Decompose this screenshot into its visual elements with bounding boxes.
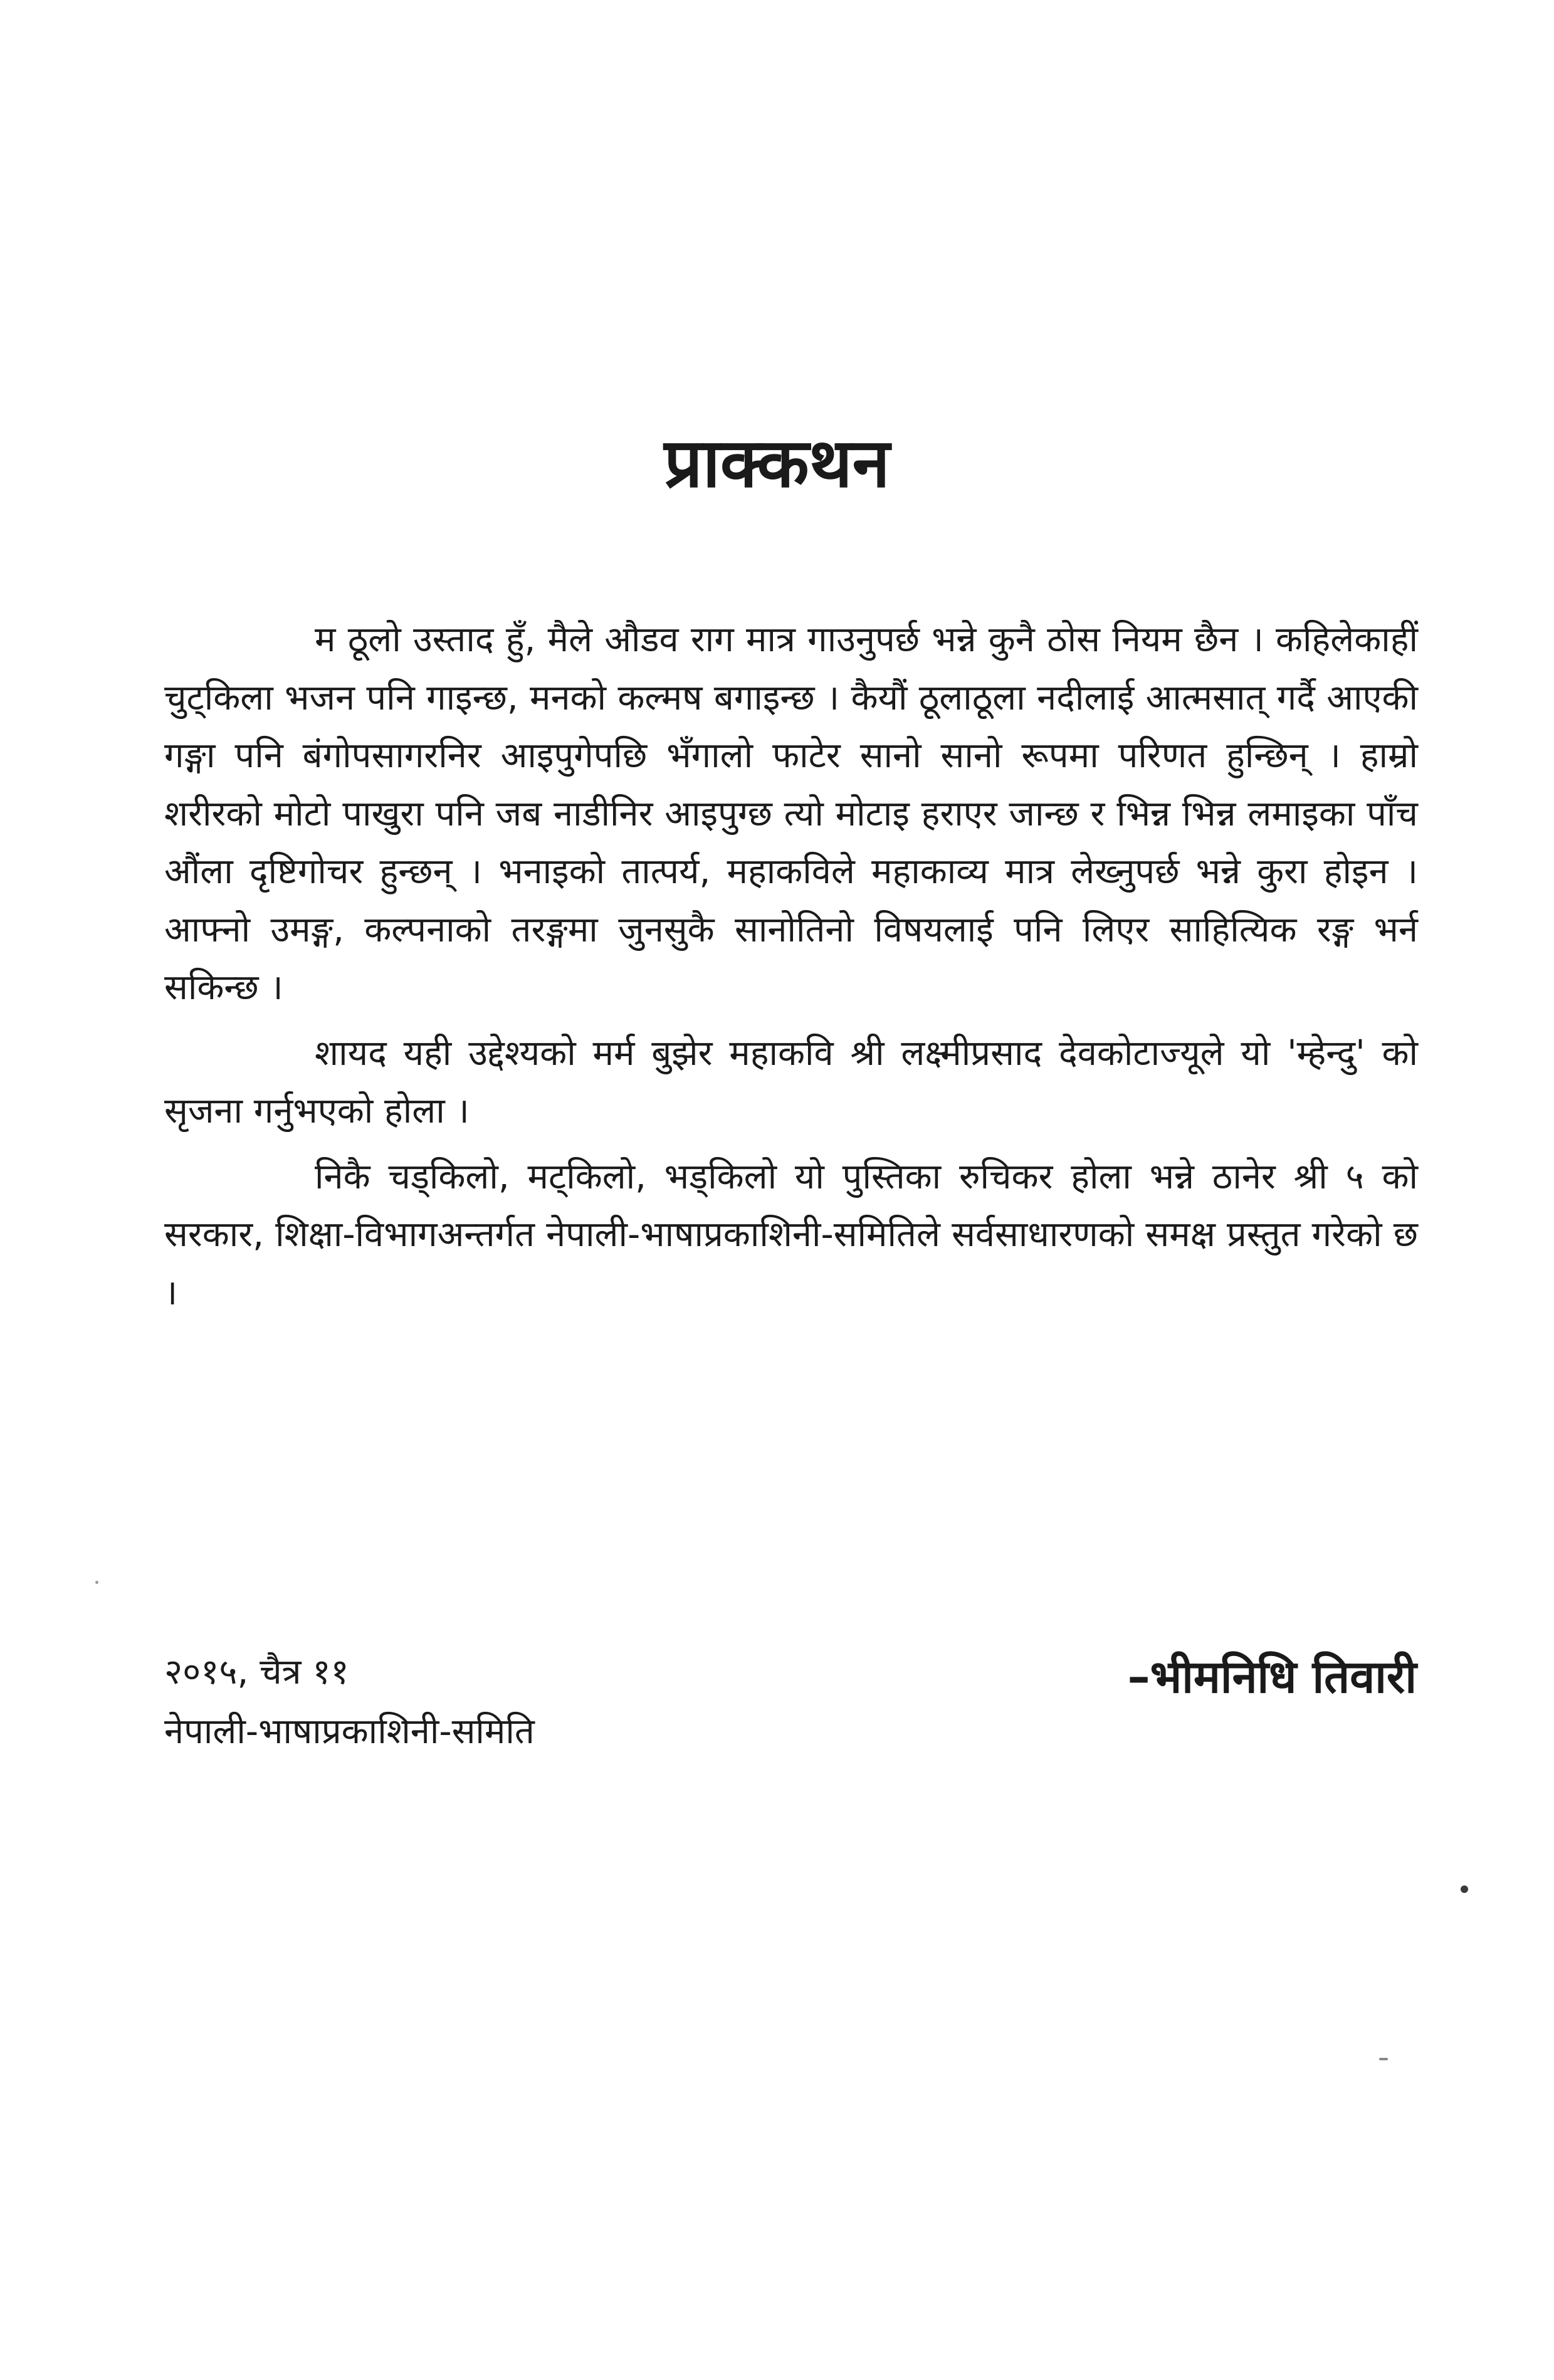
paragraph-1: म ठूलो उस्ताद हुँ, मैले औडव राग मात्र गाउनुपर्छ भन्ने कुनै ठोस नियम छैन । कहिलेकाहीं चुट्किला भजन पनि गाइन्छ, मनको कल्मष बगाइन्छ । कैयौं ठूलाठूला नदीलाई आत्मसात् गर्दै आएकी गङ्गा पनि बंगोपसागरनिर आइपुगेपछि भँगालो फाटेर सानो सानो रूपमा परिणत हुन्छिन् । हाम्रो शरीरको मोटो पाखुरा पनि जब नाडीनिर आइपुग्छ त्यो मोटाइ हराएर जान्छ र भिन्न भिन्न लमाइका पाँच औंला दृष्टिगोचर हुन्छन् । भनाइको तात्पर्य, महाकविले महाकाव्य मात्र लेख्नुपर्छ भन्ने कुरा होइन । आफ्नो उमङ्ग, कल्पनाको तरङ्गमा जुनसुकै सानोतिनो विषयलाई पनि लिएर साहित्यिक रङ्ग भर्न सकिन्छ । [164, 619, 1418, 1008]
footer-organization: नेपाली-भाषाप्रकाशिनी-समिति [164, 1711, 535, 1752]
scan-speck [1379, 2058, 1388, 2060]
page-title: प्राक्कथन [664, 424, 890, 503]
scan-speck [95, 1581, 98, 1584]
paragraph-3: निकै चड्किलो, मट्किलो, भड्किलो यो पुस्तिका रुचिकर होला भन्ने ठानेर श्री ५ को सरकार, शिक्षा-विभागअन्तर्गत नेपाली-भाषाप्रकाशिनी-समितिले सर्वसाधारणको समक्ष प्रस्तुत गरेको छ । [164, 1156, 1418, 1313]
body-text [164, 611, 1418, 1329]
author-signature: –भीमनिधि तिवारी [1127, 1650, 1417, 1703]
scan-speck [1461, 1885, 1468, 1893]
paragraph-2: शायद यही उद्देश्यको मर्म बुझेर महाकवि श्री लक्ष्मीप्रसाद देवकोटाज्यूले यो 'म्हेन्दु' को सृजना गर्नुभएको होला । [164, 1032, 1418, 1131]
footer-date: २०१५, चैत्र ११ [164, 1652, 349, 1692]
footer-left [164, 1642, 535, 1761]
